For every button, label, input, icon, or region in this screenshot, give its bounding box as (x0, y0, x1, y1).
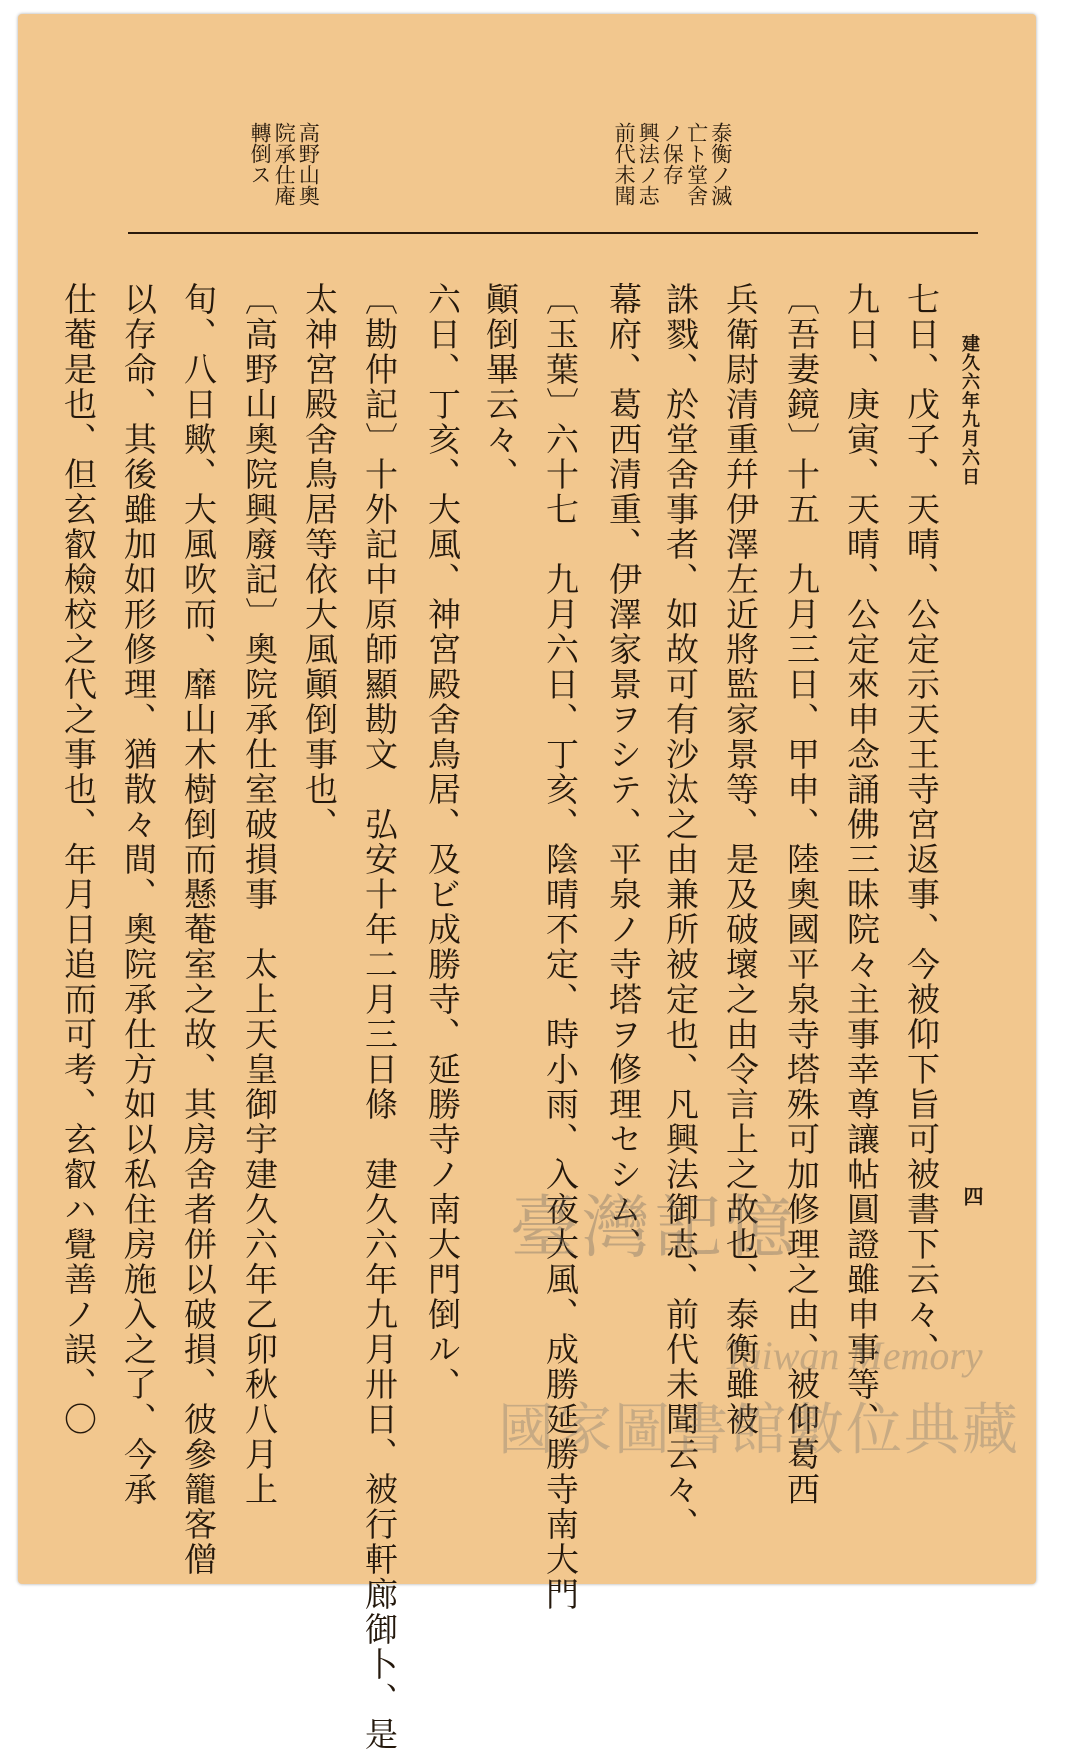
margin-note-line: 亡ト堂舍 (684, 122, 709, 206)
text-column-6-heading: 幕府、葛西清重、伊澤家景ヲシテ、平泉ノ寺塔ヲ修理セシム、 (603, 282, 643, 1262)
running-head: 建久六年九月六日 (959, 334, 980, 486)
text-column-13: 旬、八日歟、大風吹而、靡山木樹倒而懸菴室之故、其房舍者併以破損、彼參籠客僧 (179, 282, 218, 1577)
margin-note-line: 高野山奧 (296, 122, 321, 206)
page-number: 四 (960, 1186, 984, 1206)
margin-note-line: 院承仕庵 (272, 122, 297, 206)
watermark-logo-text: 臺灣記憶 (510, 1189, 799, 1268)
text-column-3: 〔吾妻鏡〕十五 九月三日、甲申、陸奧國平泉寺塔殊可加修理之由、被仰葛西 (782, 282, 821, 1507)
book-page (18, 14, 1036, 1752)
text-column-8: 顚倒畢云々、 (481, 282, 520, 492)
margin-note-line: 興法ノ志 (636, 122, 661, 206)
margin-divider-rule (128, 232, 978, 234)
text-column-4: 兵衛尉清重幷伊澤左近將監家景等、是及破壞之由令言上之故也、泰衡雖被 (721, 282, 760, 1437)
text-column-1: 七日、戊子、天晴、公定示天王寺宮返事、今被仰下旨可被書下云々、 (902, 282, 941, 1367)
watermark-english: Taiwan Memory (723, 1333, 983, 1378)
margin-note-line: 轉倒ス (248, 122, 273, 185)
margin-note-line: 泰衡ノ滅 (708, 122, 733, 206)
margin-note-line: ノ保存 (660, 122, 685, 185)
margin-note-line: 前代未聞 (612, 122, 637, 206)
margin-note-koyasan (248, 122, 320, 206)
text-column-11: 太神宮殿舍鳥居等依大風顚倒事也、 (300, 282, 339, 842)
text-column-15: 仕菴是也、但玄叡檢校之代之事也、年月日追而可考、玄叡ハ覺善ノ誤、〇 (59, 282, 98, 1437)
text-column-2: 九日、庚寅、天晴、公定來申念誦佛三昧院々主事幸尊讓帖圓證雖申事等、 (842, 282, 881, 1437)
text-column-12: 〔高野山奧院興廢記〕奧院承仕室破損事 太上天皇御宇建久六年乙卯秋八月上 (240, 282, 279, 1507)
watermark-organization: 國家圖書館數位典藏 (498, 1398, 1020, 1463)
text-column-9-heading: 六日、丁亥、大風、神宮殿舍鳥居、及ビ成勝寺、延勝寺ノ南大門倒ル、 (422, 282, 462, 1402)
text-column-7: 〔玉葉〕六十七 九月六日、丁亥、陰晴不定、時小雨、入夜大風、成勝延勝寺南大門 (541, 282, 580, 1612)
text-column-14: 以存命、其後雖加如形修理、猶散々間、奧院承仕方如以私住房施入之了、今承 (119, 282, 158, 1507)
text-column-10: 〔勘仲記〕十外記中原師顯勘文 弘安十年二月三日條 建久六年九月卅日、被行軒廊御卜、是 (360, 282, 399, 1752)
text-column-5: 誅戮、於堂舍事者、如故可有沙汰之由兼所被定也、凡興法御志、前代未聞云々、 (661, 282, 700, 1542)
margin-note-pingquan (612, 122, 733, 206)
